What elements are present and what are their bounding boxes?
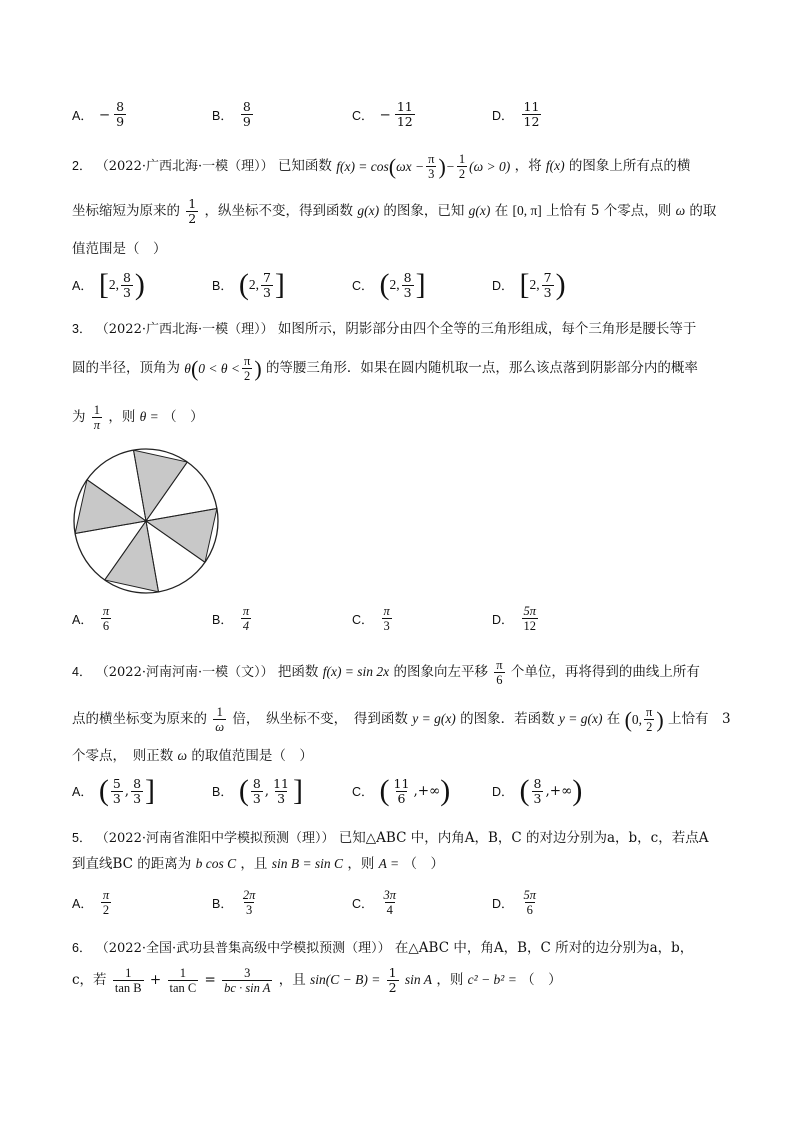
q1-option-b[interactable] — [212, 100, 255, 129]
fraction — [644, 705, 654, 734]
infinity: +∞ — [549, 783, 573, 799]
q2-option-d[interactable] — [492, 270, 566, 300]
fraction — [395, 100, 415, 129]
option-label: A． — [72, 896, 93, 911]
minus-sign: − — [445, 158, 455, 174]
fraction — [382, 888, 399, 917]
q4-line-1 — [72, 658, 732, 687]
q1-option-c[interactable] — [352, 100, 417, 129]
circle-figure — [70, 445, 222, 597]
question-text: 坐标缩短为原来的 — [72, 203, 180, 219]
math-omega: ω — [675, 203, 686, 218]
q6-line-1 — [72, 937, 732, 960]
question-text: 圆的半径，顶角为 — [72, 360, 180, 376]
paren-open: ( — [190, 355, 199, 381]
denominator: 2 — [188, 211, 197, 226]
fraction — [522, 888, 539, 917]
question-text: 到直线BC 的距离为 — [72, 856, 192, 872]
option-label: C． — [352, 612, 374, 627]
fraction — [251, 777, 263, 806]
question-text: 的等腰三角形．如果在圆内随机取一点，那么该点落到阴影部分内的概率 — [265, 360, 698, 376]
fraction — [387, 966, 399, 995]
question-text: ，且 — [240, 856, 268, 872]
question-text: 的图象上所有点的横 — [568, 158, 691, 174]
fraction — [522, 604, 539, 633]
fraction — [494, 658, 504, 687]
question-text: 点的横坐标变为原来的 — [72, 711, 207, 727]
question-source: （2022·河南河南·一模（文）） — [95, 665, 274, 680]
question-text: 值范围是（ ） — [72, 241, 167, 257]
question-number: 2． — [72, 159, 92, 173]
fraction — [241, 100, 253, 129]
q5-option-b[interactable] — [212, 888, 259, 917]
math-theta: θ — [184, 360, 191, 376]
q1-option-a[interactable] — [72, 100, 128, 129]
option-label: A． — [72, 108, 93, 123]
denominator: ω — [215, 720, 225, 734]
denominator: 3 — [428, 167, 435, 181]
numerator: 7 — [543, 269, 552, 285]
math-y-gx: y = g(x) — [558, 711, 603, 726]
denominator: tan B — [114, 981, 142, 995]
q2-line-2 — [72, 197, 732, 226]
q2-option-b[interactable] — [212, 270, 285, 300]
comma: , — [264, 783, 270, 799]
question-text: 在△ABC 中，角A，B，C 所对的边分别为a，b， — [394, 940, 694, 956]
denominator: 2 — [646, 720, 653, 734]
figure-shapes — [74, 449, 218, 593]
numerator: 1 — [216, 705, 223, 719]
fraction — [131, 777, 143, 806]
denominator: π — [93, 418, 101, 432]
denominator: 3 — [112, 790, 121, 806]
numerator: 8 — [252, 775, 261, 791]
option-label: B． — [212, 612, 233, 627]
bracket-right: ] — [274, 268, 285, 301]
fraction — [101, 604, 111, 633]
question-source: （2022·广西北海·一模（理）） — [95, 159, 274, 174]
interval-start: 2, — [389, 277, 400, 292]
numerator: π — [496, 658, 503, 672]
comma: , — [124, 783, 130, 799]
bracket-left: ( — [238, 774, 249, 807]
denominator: 3 — [543, 284, 552, 300]
numerator: 3π — [383, 888, 397, 902]
math-theta: θ = — [139, 409, 159, 424]
math-fx: f(x) — [545, 158, 565, 173]
numerator: π — [242, 604, 250, 618]
denominator: tan C — [169, 981, 197, 995]
numerator: 7 — [262, 269, 271, 285]
numerator: π — [102, 604, 110, 618]
denominator: 3 — [252, 790, 261, 806]
numerator: 11 — [273, 775, 289, 791]
numerator: 8 — [533, 775, 542, 791]
angle-condition — [184, 354, 261, 383]
numerator: 1 — [125, 966, 132, 980]
option-label: A． — [72, 612, 93, 627]
numerator: 8 — [242, 99, 251, 114]
bracket-right: ) — [572, 774, 583, 807]
bracket-right: ) — [440, 774, 451, 807]
q5-option-a[interactable] — [72, 888, 113, 917]
denominator: 4 — [386, 903, 393, 917]
q2-line-3 — [72, 238, 732, 260]
option-label: A． — [72, 785, 93, 799]
numerator: 8 — [403, 269, 412, 285]
bracket-left: ( — [379, 774, 390, 807]
paren-open: ( — [624, 706, 632, 732]
bracket-left: ( — [519, 774, 530, 807]
denominator: 9 — [116, 114, 125, 129]
numerator: 1 — [188, 196, 197, 211]
question-text: 个零点， 则正数 — [72, 748, 174, 764]
q5-option-d[interactable] — [492, 888, 540, 917]
numerator: 1 — [458, 152, 466, 166]
fraction — [426, 152, 436, 181]
option-label: A． — [72, 279, 93, 293]
question-text: 的图象．若函数 — [460, 711, 555, 727]
question-text: 倍， 纵坐标不变， 得到函数 — [232, 711, 408, 727]
question-number: 5． — [72, 831, 92, 845]
paren-close: ) — [656, 706, 664, 732]
plus-sign: + — [149, 972, 162, 988]
question-text: （ ） — [163, 409, 204, 425]
question-source: （2022·全国·武功县普集高级中学模拟预测（理）） — [95, 941, 391, 956]
fraction — [92, 403, 102, 432]
math-gx: g(x) — [357, 203, 380, 218]
bracket-right: ) — [555, 268, 566, 301]
question-text: ，纵坐标不变，得到函数 — [204, 203, 354, 219]
denominator: 3 — [277, 790, 286, 806]
function-expression — [336, 152, 510, 181]
question-text: 在 — [606, 711, 621, 727]
shaded-triangle — [75, 480, 146, 534]
q5-line-1 — [72, 827, 732, 850]
fraction — [121, 271, 133, 300]
q4-option-c[interactable] — [352, 776, 450, 806]
denominator: 2 — [102, 903, 110, 917]
question-text: 的取 — [689, 203, 717, 219]
denominator: bc · sin A — [224, 981, 271, 995]
q5-option-c[interactable] — [352, 888, 400, 917]
fraction — [242, 354, 252, 383]
interval-start: 0, — [631, 711, 643, 727]
math-expression: sin A — [404, 972, 433, 987]
fraction — [382, 604, 392, 633]
bracket-left: ( — [98, 774, 109, 807]
question-text: 在 — [494, 203, 509, 219]
numerator: π — [428, 152, 435, 166]
numerator: 5 — [112, 775, 121, 791]
denominator: 6 — [397, 790, 406, 806]
denominator: 12 — [523, 114, 540, 129]
option-label: B． — [212, 279, 233, 293]
option-label: C． — [352, 279, 374, 293]
denominator: 3 — [383, 619, 390, 633]
bracket-left: ( — [238, 268, 249, 301]
numerator: 8 — [133, 775, 142, 791]
denominator: 2 — [388, 980, 397, 995]
fraction — [241, 888, 258, 917]
denominator: 6 — [102, 619, 110, 633]
numerator: 8 — [122, 269, 131, 285]
question-text: 个单位，再将得到的曲线上所有 — [510, 664, 700, 680]
bracket-right: ] — [293, 774, 303, 807]
question-number: 6． — [72, 941, 92, 955]
bracket-right: ) — [134, 268, 145, 301]
minus-sign: − — [379, 106, 391, 123]
denominator: 2 — [458, 167, 466, 181]
fraction — [542, 271, 554, 300]
denominator: 12 — [396, 114, 413, 129]
fraction — [222, 966, 272, 995]
comma: , — [413, 783, 418, 799]
numerator: 8 — [116, 99, 125, 114]
bracket-right: ] — [415, 268, 426, 301]
condition: 0 < θ < — [198, 360, 240, 376]
bracket-left: ( — [379, 268, 390, 301]
question-text: 已知函数 — [277, 158, 332, 174]
denominator: 3 — [533, 790, 542, 806]
math-expression: sin B = sin C — [271, 856, 344, 871]
bracket-left: [ — [519, 268, 530, 301]
option-label: D． — [492, 108, 514, 123]
option-label: B． — [212, 896, 233, 911]
numerator: π — [383, 604, 390, 618]
shaded-triangle — [133, 450, 187, 521]
numerator: 3 — [244, 966, 251, 980]
option-label: B． — [212, 108, 233, 123]
option-label: B． — [212, 785, 233, 799]
q4-option-b[interactable] — [212, 776, 303, 806]
numerator: 2π — [242, 888, 256, 902]
q3-option-a[interactable] — [72, 604, 113, 633]
question-text: 的图象，已知 — [383, 203, 465, 219]
interval-start: 2, — [108, 277, 119, 292]
bracket-left: [ — [98, 268, 109, 301]
fraction — [113, 966, 144, 995]
option-label: C． — [352, 785, 374, 799]
denominator: 3 — [403, 284, 412, 300]
q4-option-d[interactable] — [492, 776, 582, 806]
q3-option-d[interactable] — [492, 604, 540, 633]
interval-start: 2, — [248, 277, 259, 292]
question-number: 3． — [72, 322, 92, 336]
numerator: 11 — [523, 99, 540, 114]
interval-start: 2, — [529, 277, 540, 292]
option-label: C． — [352, 896, 374, 911]
question-text: ，则 — [436, 972, 464, 988]
question-text: 上恰有 3 — [667, 711, 731, 727]
numerator: 5π — [523, 888, 537, 902]
math-expression: c² − b² = — [467, 972, 517, 987]
question-text: 如图所示，阴影部分由四个全等的三角形组成，每个三角形是腰长等于 — [277, 321, 697, 337]
q2-option-c[interactable] — [352, 270, 426, 300]
q3-line-3 — [72, 403, 732, 432]
q4-option-a[interactable] — [72, 776, 155, 806]
denominator: 12 — [523, 619, 537, 633]
fraction — [271, 777, 291, 806]
math-function: f(x) = sin 2x — [322, 664, 390, 679]
question-text: 上恰有 5 个零点，则 — [546, 203, 672, 219]
comma: , — [545, 783, 550, 799]
infinity: +∞ — [417, 783, 441, 799]
denominator: 2 — [244, 369, 251, 383]
denominator: 3 — [245, 903, 253, 917]
fraction — [457, 152, 467, 181]
question-text: （ ） — [521, 972, 562, 988]
q4-line-2 — [72, 705, 732, 734]
q2-line-1 — [72, 152, 732, 181]
option-label: D． — [492, 612, 514, 627]
fraction — [261, 271, 273, 300]
question-text: 的取值范围是（ ） — [191, 748, 313, 764]
numerator: 5π — [523, 604, 537, 618]
func-arg: ωx − — [396, 158, 425, 174]
fraction — [522, 100, 542, 129]
question-source: （2022·广西北海·一模（理）） — [95, 322, 274, 337]
math-expression: A = — [378, 856, 400, 871]
numerator: 1 — [179, 966, 186, 980]
q3-option-c[interactable] — [352, 604, 394, 633]
numerator: 1 — [93, 403, 101, 417]
numerator: π — [102, 888, 110, 902]
question-text: ，将 — [514, 158, 542, 174]
q3-line-1 — [72, 318, 732, 341]
denominator: 3 — [262, 284, 271, 300]
fraction — [111, 777, 123, 806]
q3-line-2 — [72, 354, 732, 383]
question-text: 已知△ABC 中，内角A，B，C 的对边分别为a，b，c，若点A — [338, 830, 709, 846]
shaded-triangle — [146, 508, 217, 562]
numerator: 1 — [388, 965, 397, 980]
denominator: 9 — [242, 114, 251, 129]
q1-option-d[interactable] — [492, 100, 543, 129]
fraction — [241, 604, 251, 633]
question-number: 4． — [72, 665, 92, 679]
numerator: 11 — [393, 775, 410, 791]
option-label: C． — [352, 108, 374, 123]
question-text: 的图象向左平移 — [393, 664, 488, 680]
fraction — [186, 197, 198, 226]
q4-line-3 — [72, 745, 732, 767]
paren-open: ( — [388, 153, 397, 179]
func-name: f(x) = cos — [336, 158, 389, 174]
math-y-gx: y = g(x) — [412, 711, 456, 726]
question-text: ，则 — [108, 409, 136, 425]
fraction — [392, 777, 412, 806]
denominator: 6 — [496, 673, 503, 687]
math-expression: b cos C — [195, 856, 237, 871]
fraction — [101, 888, 111, 917]
math-omega: ω — [177, 748, 188, 763]
fraction — [114, 100, 126, 129]
math-interval: [0, π] — [512, 203, 542, 218]
question-text: ，则 — [347, 856, 375, 872]
q5-line-2 — [72, 853, 732, 875]
option-label: D． — [492, 785, 514, 799]
question-text: 为 — [72, 409, 86, 425]
option-label: D． — [492, 896, 514, 911]
fraction — [402, 271, 414, 300]
question-source: （2022·河南省淮阳中学模拟预测（理）） — [95, 831, 335, 846]
question-text: （ ） — [403, 856, 444, 872]
paren-close: ) — [438, 153, 446, 179]
denominator: 3 — [133, 790, 142, 806]
fraction — [532, 777, 544, 806]
question-text: 把函数 — [277, 664, 319, 680]
bracket-right: ] — [145, 774, 156, 807]
fraction — [168, 966, 199, 995]
shaded-triangle — [105, 521, 159, 592]
denominator: 6 — [526, 903, 533, 917]
option-label: D． — [492, 279, 514, 293]
paren-close: ) — [254, 355, 262, 381]
q2-option-a[interactable] — [72, 270, 145, 300]
q3-option-b[interactable] — [212, 604, 253, 633]
numerator: 11 — [396, 99, 413, 114]
fraction — [213, 705, 226, 734]
minus-sign: − — [98, 106, 111, 123]
math-gx: g(x) — [468, 203, 491, 218]
equals-sign: = — [204, 972, 216, 988]
interval-expression — [625, 705, 664, 734]
question-text: ，且 — [278, 972, 306, 988]
math-expression: sin(C − B) = — [310, 972, 381, 987]
numerator: π — [646, 705, 653, 719]
denominator: 3 — [122, 284, 131, 300]
denominator: 4 — [242, 619, 250, 633]
question-text: c，若 — [72, 972, 107, 988]
q6-line-2 — [72, 966, 732, 995]
condition: (ω > 0) — [469, 158, 511, 174]
numerator: π — [244, 354, 251, 368]
